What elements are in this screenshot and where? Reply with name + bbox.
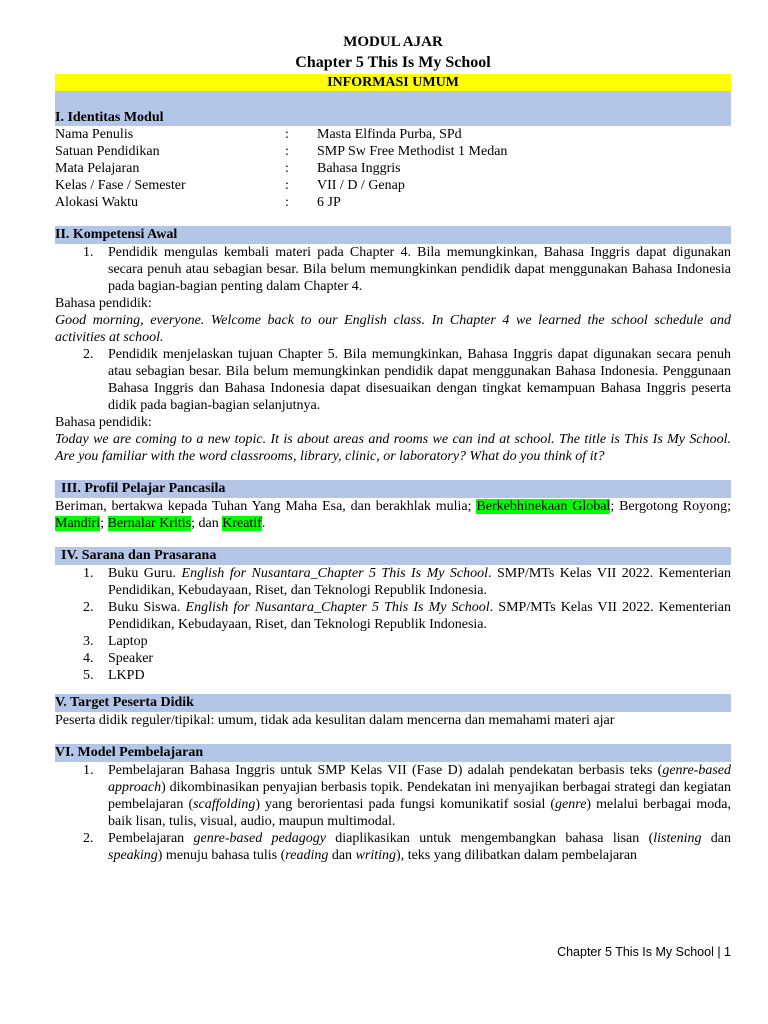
profil-text-part: ; dan [191, 516, 223, 531]
row-label: Satuan Pendidikan [55, 144, 160, 159]
italic-term: genre-based approach [108, 763, 731, 795]
profil-text-part: Beriman, bertakwa kepada Tuhan Yang Maha Esa, dan berakhlak mulia; [55, 499, 477, 514]
list-item-text: dan [328, 848, 356, 863]
teacher-speech: Today we are coming to a new topic. It is about areas and rooms we can ind at school. The title is This Is My School. Are you familiar with the word classrooms, library, clinic, or laboratory? What do you think of it? [55, 432, 731, 464]
row-value: 6 JP [317, 195, 341, 210]
table-row [55, 160, 731, 177]
row-label: Mata Pelajaran [55, 161, 140, 176]
row-value: Masta Elfinda Purba, SPd [317, 127, 462, 142]
list-item-text: ) yang berorientasi pada fungsi komunikatif sosial ( [255, 797, 556, 812]
speech-label: Bahasa pendidik: [55, 415, 152, 430]
list-item-text: Pembelajaran [108, 831, 194, 846]
section-heading-text: V. Target Peserta Didik [55, 695, 194, 710]
row-separator: : [285, 195, 289, 210]
italic-term: writing [355, 848, 397, 863]
book-title: English for Nusantara_Chapter 5 This Is My School [185, 600, 490, 615]
row-separator: : [285, 144, 289, 159]
list-item-text: LKPD [108, 668, 145, 683]
highlight-bernalar-kritis: Bernalar Kritis [107, 516, 192, 531]
list-item-text: Pendidik menjelaskan tujuan Chapter 5. Bila memungkinkan, Bahasa Inggris dapat digunakan secara penuh atau sebagian besar. Bila belum memungkinkan pendidik dapat menggunakan Bahasa Indonesia. Penggunaan Bahasa Inggris dan Bahasa Indonesia dapat disesuaikan dengan tingkat kemampuan Bahasa Inggris peserta didik pada bagian-bagian selanjutnya. [108, 347, 731, 413]
profil-text [55, 498, 731, 532]
table-row [55, 177, 731, 194]
section-heading-model [55, 744, 731, 762]
page-footer: Chapter 5 This Is My School | 1 [557, 945, 731, 959]
row-value: SMP Sw Free Methodist 1 Medan [317, 144, 508, 159]
list-item [55, 762, 731, 830]
italic-term: genre [555, 797, 587, 812]
italic-term: scaffolding [193, 797, 256, 812]
table-row [55, 143, 731, 160]
model-list [55, 762, 731, 864]
list-item-text: Buku Guru. [108, 566, 182, 581]
info-banner: INFORMASI UMUM [55, 74, 731, 91]
list-item-text: Pembelajaran Bahasa Inggris untuk SMP Kelas VII (Fase D) adalah pendekatan berbasis teks ( [108, 763, 663, 778]
list-item [55, 565, 731, 599]
list-item [55, 346, 731, 414]
list-number: 5. [83, 668, 94, 683]
list-item-text: Speaker [108, 651, 154, 666]
table-row [55, 126, 731, 143]
section-heading-sarana [55, 547, 731, 565]
list-item-text: ) dikombinasikan penyajian berbasis topik. Pendekatan ini menyajikan berbagai strategi dan kegiatan pembelajaran ( [108, 780, 731, 812]
list-item [55, 599, 731, 633]
list-item-text: . SMP/MTs Kelas VII 2022. Kementerian Pendidikan, Kebudayaan, Riset, dan Teknologi Republik Indonesia. [108, 566, 731, 598]
list-item-text: Pendidik mengulas kembali materi pada Chapter 4. Bila memungkinkan, Bahasa Inggris dapat digunakan secara penuh atau sebagian besar. Bila belum memungkinkan pendidik dapat menggunakan Bahasa Indonesia pada bagian-bagian penting dalam Chapter 4. [108, 245, 731, 294]
section-heading-text: IV. Sarana dan Prasarana [61, 548, 217, 563]
kompetensi-list [55, 346, 731, 414]
document-subtitle: Chapter 5 This Is My School [295, 54, 491, 71]
document-title: MODUL AJAR [343, 34, 443, 50]
section-heading-identitas [55, 91, 731, 126]
book-title: English for Nusantara_Chapter 5 This Is My School [181, 566, 488, 581]
italic-term: genre-based pedagogy [193, 831, 326, 846]
document-content [55, 33, 731, 864]
list-item-text: . SMP/MTs Kelas VII 2022. Kementerian Pendidikan, Kebudayaan, Riset, dan Teknologi Republik Indonesia. [108, 600, 731, 632]
list-number: 3. [83, 634, 94, 649]
profil-text-part: ; Bergotong Royong; [610, 499, 732, 514]
table-row [55, 194, 731, 211]
italic-term: reading [285, 848, 329, 863]
section-heading-target [55, 694, 731, 712]
highlight-kreatif: Kreatif [222, 516, 262, 531]
list-number: 1. [83, 245, 94, 260]
row-label: Alokasi Waktu [55, 195, 138, 210]
list-number: 2. [83, 831, 94, 846]
identity-table [55, 126, 731, 211]
teacher-speech: Good morning, everyone. Welcome back to our English class. In Chapter 4 we learned the school schedule and activities at school. [55, 313, 731, 345]
row-separator: : [285, 161, 289, 176]
list-item-text: ) menuju bahasa tulis ( [157, 848, 286, 863]
list-item [55, 650, 731, 667]
kompetensi-list [55, 244, 731, 295]
row-value: VII / D / Genap [317, 178, 405, 193]
list-item-text: dan [701, 831, 732, 846]
italic-term: listening [653, 831, 702, 846]
highlight-berkebhinekaan: Berkebhinekaan Global [476, 499, 611, 514]
target-text: Peserta didik reguler/tipikal: umum, tidak ada kesulitan dalam mencerna dan memahami materi ajar [55, 713, 615, 728]
list-number: 4. [83, 651, 94, 666]
section-heading-kompetensi [55, 226, 731, 244]
list-number: 1. [83, 763, 94, 778]
row-separator: : [285, 178, 289, 193]
list-item [55, 830, 731, 864]
list-item-text: ) melalui berbagai moda, baik lisan, tulis, visual, audio, maupun multimodal. [108, 797, 731, 829]
list-item [55, 244, 731, 295]
section-heading-text: VI. Model Pembelajaran [55, 745, 204, 760]
profil-text-part: . [261, 516, 266, 531]
section-heading-text: III. Profil Pelajar Pancasila [61, 481, 226, 496]
speech-label: Bahasa pendidik: [55, 296, 152, 311]
row-value: Bahasa Inggris [317, 161, 401, 176]
list-number: 2. [83, 347, 94, 362]
highlight-mandiri: Mandiri [55, 516, 101, 531]
list-item-text: diaplikasikan untuk mengembangkan bahasa lisan ( [325, 831, 654, 846]
section-heading-profil [55, 480, 731, 498]
row-separator: : [285, 127, 289, 142]
list-item-text: ), teks yang dilibatkan dalam pembelajaran [396, 848, 638, 863]
sarana-list [55, 565, 731, 684]
row-label: Kelas / Fase / Semester [55, 178, 186, 193]
list-item [55, 633, 731, 650]
list-number: 2. [83, 600, 94, 615]
list-number: 1. [83, 566, 94, 581]
list-item-text: Laptop [108, 634, 148, 649]
italic-term: speaking [108, 848, 158, 863]
section-heading-text: I. Identitas Modul [55, 110, 164, 125]
list-item-text: Buku Siswa. [108, 600, 186, 615]
list-item [55, 667, 731, 684]
row-label: Nama Penulis [55, 127, 134, 142]
profil-text-part: ; [100, 516, 108, 531]
section-heading-text: II. Kompetensi Awal [55, 227, 178, 242]
